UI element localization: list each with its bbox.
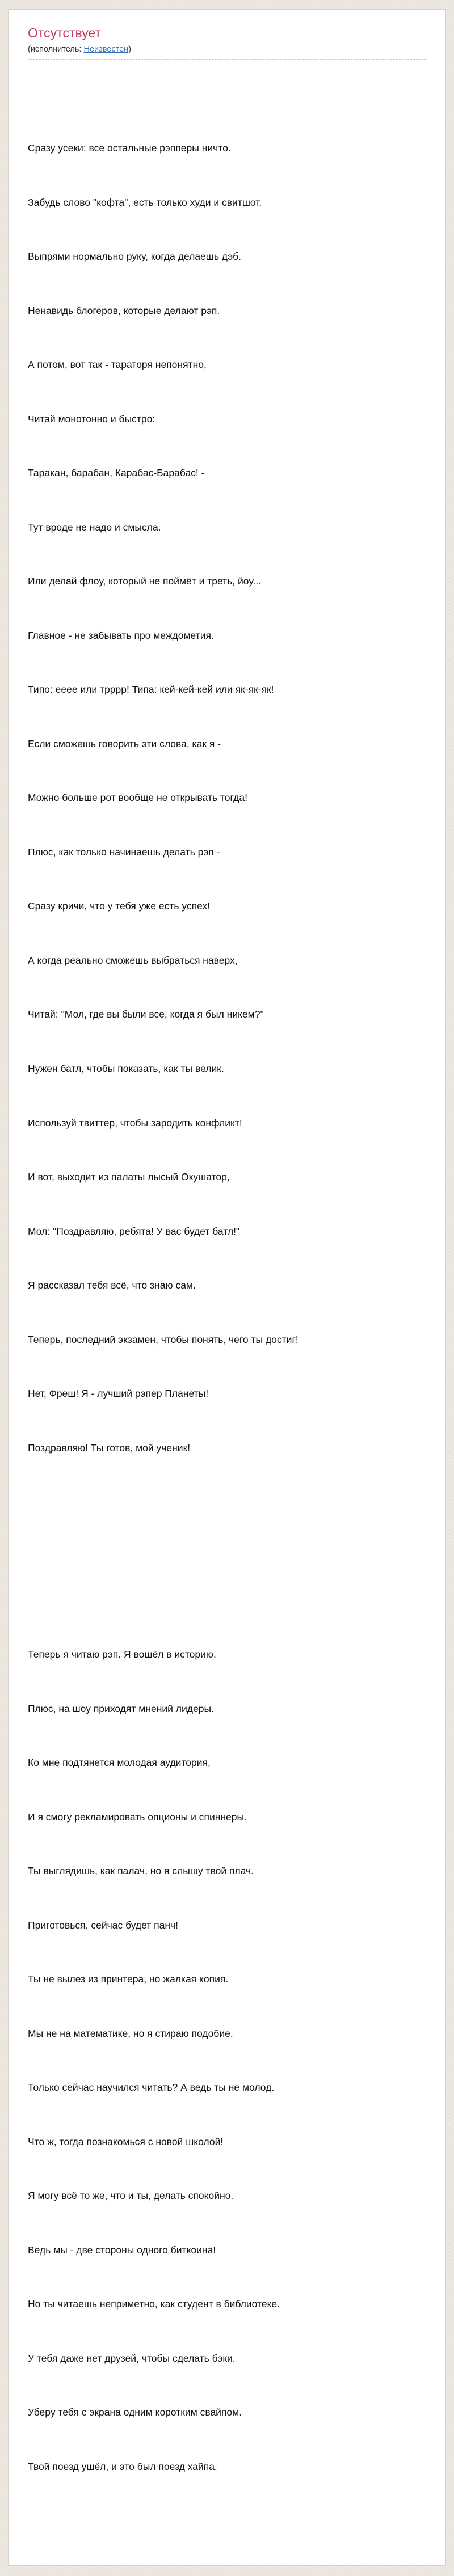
lyrics-line: Или делай флоу, который не поймёт и треть, йоу... bbox=[28, 575, 261, 587]
lyrics-line: Тут вроде не надо и смысла. bbox=[28, 521, 161, 533]
lyrics-line: Что ж, тогда познакомься с новой школой! bbox=[28, 2136, 224, 2147]
lyrics-stanza-2 bbox=[28, 1609, 426, 2512]
artist-label-end: ) bbox=[128, 44, 132, 54]
lyrics-line: Только сейчас научился читать? А ведь ты не молод. bbox=[28, 2082, 275, 2094]
lyrics-line: Уберу тебя с экрана одним коротким свайпом. bbox=[28, 2406, 242, 2418]
lyrics-line: Типо: ееее или трррр! Типа: кей-кей-кей или як-як-як! bbox=[28, 684, 274, 696]
lyrics-line: Читай: "Мол, где вы были все, когда я был никем?" bbox=[28, 1009, 264, 1020]
stanza-gap bbox=[28, 1548, 426, 1556]
lyrics-line: Теперь, последний экзамен, чтобы понять, чего ты достиг! bbox=[28, 1333, 299, 1345]
lyrics-line: Ты выглядишь, как палач, но я слышу твой плач. bbox=[28, 1865, 254, 1877]
lyrics-line: Забудь слово "кофта", есть только худи и свитшот. bbox=[28, 196, 262, 208]
lyrics-line: И вот, выходит из палаты лысый Окушатор, bbox=[28, 1171, 230, 1183]
artist-link[interactable]: Неизвестен bbox=[83, 44, 129, 54]
lyrics-body bbox=[28, 67, 426, 2549]
lyrics-line: Мол: "Поздравляю, ребята! У вас будет батл!" bbox=[28, 1225, 240, 1237]
lyrics-line: Ненавидь блогеров, которые делают рэп. bbox=[28, 304, 220, 316]
lyrics-line: Но ты читаешь неприметно, как студент в библиотеке. bbox=[28, 2298, 280, 2310]
lyrics-line: Ко мне подтянется молодая аудитория, bbox=[28, 1757, 211, 1769]
lyrics-line: Поздравляю! Ты готов, мой ученик! bbox=[28, 1442, 191, 1454]
lyrics-line: Таракан, барабан, Карабас-Барабас! - bbox=[28, 467, 205, 479]
lyrics-line: А потом, вот так - тараторя непонятно, bbox=[28, 359, 207, 371]
lyrics-line: Ведь мы - две стороны одного биткоина! bbox=[28, 2244, 216, 2256]
artist-label: (исполнитель: bbox=[28, 44, 84, 54]
artist-line bbox=[28, 45, 426, 60]
lyrics-line: Я могу всё то же, что и ты, делать спокойно. bbox=[28, 2190, 234, 2202]
lyrics-line: Ты не вылез из принтера, но жалкая копия. bbox=[28, 1973, 229, 1985]
lyrics-line: У тебя даже нет друзей, чтобы сделать бэки. bbox=[28, 2352, 236, 2364]
lyrics-line: Используй твиттер, чтобы зародить конфликт! bbox=[28, 1117, 242, 1129]
lyrics-line: Можно больше рот вообще не открывать тогда! bbox=[28, 792, 247, 804]
lyrics-line: Я рассказал тебя всё, что знаю сам. bbox=[28, 1279, 196, 1291]
lyrics-line: Нужен батл, чтобы показать, как ты велик. bbox=[28, 1063, 224, 1074]
lyrics-line: Плюс, как только начинаешь делать рэп - bbox=[28, 846, 220, 858]
lyrics-line: Если сможешь говорить эти слова, как я - bbox=[28, 738, 221, 749]
lyrics-line: А когда реально сможешь выбраться наверх, bbox=[28, 954, 238, 966]
lyrics-line: Плюс, на шоу приходят мнений лидеры. bbox=[28, 1702, 214, 1714]
lyrics-line: Нет, Фреш! Я - лучший рэпер Планеты! bbox=[28, 1388, 209, 1400]
lyrics-line: Твой поезд ушёл, и это был поезд хайпа. bbox=[28, 2460, 217, 2472]
lyrics-line: Главное - не забывать про междометия. bbox=[28, 629, 214, 641]
page-title: Отсутствует bbox=[28, 26, 101, 40]
lyrics-line: Сразу усеки: все остальные рэпперы ничто. bbox=[28, 142, 231, 154]
lyrics-line: Приготовься, сейчас будет панч! bbox=[28, 1919, 178, 1931]
lyrics-line: Читай монотонно и быстро: bbox=[28, 413, 155, 425]
lyrics-line: Теперь я читаю рэп. Я вошёл в историю. bbox=[28, 1649, 216, 1660]
lyrics-line: Мы не на математике, но я стираю подобие. bbox=[28, 2027, 233, 2039]
lyrics-line: И я смогу рекламировать опционы и спиннеры. bbox=[28, 1811, 247, 1823]
lyrics-line: Выпрями нормально руку, когда делаешь дэб. bbox=[28, 251, 242, 262]
lyrics-stanza-1 bbox=[28, 103, 426, 1493]
lyrics-sheet bbox=[8, 9, 446, 2566]
lyrics-line: Сразу кричи, что у тебя уже есть успех! bbox=[28, 900, 211, 912]
